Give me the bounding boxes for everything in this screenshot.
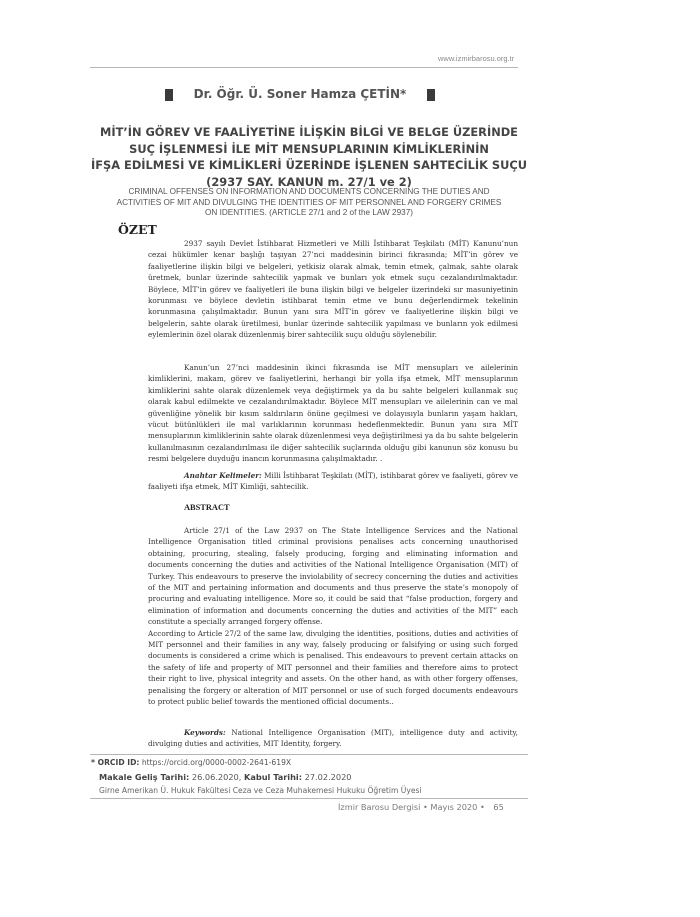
- header-rule: [90, 67, 518, 68]
- english-title-line-1: CRIMINAL OFFENSES ON INFORMATION AND DOCUMENTS CONCERNING THE DUTIES AND: [128, 187, 490, 196]
- author-name: Dr. Öğr. Ü. Soner Hamza ÇETİN*: [193, 87, 407, 101]
- footnote-rule: [90, 754, 528, 755]
- accepted-label: Kabul Tarihi:: [243, 772, 303, 782]
- orcid-line: [91, 758, 291, 767]
- site-url: www.izmirbarosu.org.tr: [438, 54, 515, 63]
- abstract-body: [148, 525, 518, 708]
- article-dates: [99, 772, 352, 782]
- turkish-title: [90, 124, 528, 190]
- turkish-title-line-2: SUÇ İŞLENMESİ İLE MİT MENSUPLARININ KİMLİKLERİNİN: [129, 141, 489, 156]
- turkish-keywords-text: Milli İstihbarat Teşkilatı (MİT), istihbarat görev ve faaliyeti, görev ve faaliyeti ifşa etmek, MİT Kimliği, sahtecilik.: [148, 471, 519, 492]
- accepted-date: 27.02.2020: [304, 772, 352, 782]
- orcid-label: * ORCID ID:: [91, 758, 140, 767]
- received-label: Makale Geliş Tarihi:: [99, 772, 190, 782]
- abstract-paragraph-2: According to Article 27/2 of the same law, divulging the identities, positions, duties and activities of MIT personnel and their families in any way, falsely producing or falsifying or using such forged documents is considered a crime which is penalised. This endeavours to prevent certain attacks on the safety of life and property of MIT personnel and their families and therefore aims to protect their right to live, physical integrity and assets. On the other hand, as with other forgery offenses, penalising the forgery or alteration of MIT personnel or use of such forged documents endeavours to protect public belief towards the mentioned official documents..: [148, 628, 518, 707]
- right-square-icon: [427, 89, 435, 101]
- ozet-paragraph-1: [148, 238, 518, 341]
- turkish-keywords-label: Anahtar Kelimeler:: [184, 471, 262, 480]
- page-number: 65: [493, 802, 504, 812]
- ozet-paragraph-1-text: 2937 sayılı Devlet İstihbarat Hizmetleri ve Milli İstihbarat Teşkilatı (MİT) Kanunu’nun cezai hükümler kenar başlığı taşıyan 27’nci maddesinin birinci fıkrasında; MİT’in görev ve faaliyetlerine ilişkin bilgi ve belgeleri, yetkisiz olarak almak, temin etmek, çalmak, sahte olarak üretmek, bunlar üzerinde sahtecilik yapmak ve bunları yok etmek suçu cezalandırılmaktadır. Böylece, MİT’in görev ve faaliyetleri ile buna ilişkin bilgi ve belgeler üzerindeki sır masuniyetinin korunması ve böylece devletin istihbarat temin etme ve bunu değerlendirmek tekelinin korunmasına çalışılmaktadır. Bunun yanı sıra MİT’in görev ve faaliyetlerine ilişkin bilgi ve belgelerin, sahte olarak üretilmesi, bunlar üzerinde sahtecilik yapılması ve bunların yok edilmesi eylemlerinin özel olarak düzenlenmiş birer sahtecilik suçu olduğu söylenebilir.: [148, 239, 518, 340]
- turkish-title-line-1: MİT’İN GÖREV VE FAALİYETİNE İLİŞKİN BİLGİ VE BELGE ÜZERİNDE: [100, 125, 518, 139]
- author-row: [165, 87, 435, 103]
- ozet-paragraph-2-text: Kanun’un 27’nci maddesinin ikinci fıkrasında ise MİT mensupları ve ailelerinin kimliklerini, makam, görev ve faaliyetlerini, herhangi bir yolla ifşa etmek, MİT mensuplarının kimliklerini sahte olarak düzenlemek veya değiştirmek ya da bu sahte belgeleri kullanmak suç olarak kabul edilmekte ve cezalandırılmaktadır. Böylece MİT mensupları ve ailelerinin can ve mal güvenliğine yönelik bir kısım saldırıların önüne geçilmesi ve dolayısıyla bunların yaşam hakları, vücut bütünlükleri ile mal varlıklarının korunması hedeflenmektedir. Bunun yanı sıra MİT mensuplarının kimliklerinin sahte olarak düzenlenmesi veya değiştirilmesi ya da bu sahte belgelerin kullanılmasının cezalandırılması ile diğer sahtecilik suçlarında olduğu gibi kanunun söz konusu bu resmi belgelere duyduğu inancın korunmasına çalışılmaktadır. .: [148, 363, 518, 464]
- ozet-heading: ÖZET: [118, 222, 157, 237]
- english-title-line-3: ON IDENTITIES. (ARTICLE 27/1 and 2 of the LAW 2937): [205, 208, 413, 218]
- english-keywords: [148, 727, 518, 750]
- turkish-title-line-4: (2937 SAY. KANUN m. 27/1 ve 2): [206, 174, 412, 189]
- orcid-link[interactable]: https://orcid.org/0000-0002-2641-619X: [141, 758, 292, 767]
- english-keywords-text: National Intelligence Organisation (MIT), intelligence duty and activity, divulging duties and activities, MIT Identity, forgery.: [148, 728, 518, 749]
- turkish-keywords: [148, 470, 518, 493]
- received-date: 26.06.2020,: [191, 772, 242, 782]
- journal-name: İzmir Barosu Dergisi • Mayıs 2020 •: [338, 802, 485, 812]
- footer-rule: [90, 798, 528, 799]
- english-title-line-2: ACTIVITIES OF MIT AND DIVULGING THE IDENTITIES OF MIT PERSONNEL AND FORGERY CRIMES: [116, 197, 502, 207]
- english-title: [90, 187, 528, 219]
- abstract-heading: ABSTRACT: [184, 503, 230, 512]
- turkish-title-line-3: İFŞA EDİLMESİ VE KİMLİKLERİ ÜZERİNDE İŞLENEN SAHTECİLİK SUÇU: [91, 158, 527, 172]
- page-footer: [338, 802, 504, 812]
- author-affiliation: Girne Amerikan Ü. Hukuk Fakültesi Ceza ve Ceza Muhakemesi Hukuku Öğretim Üyesi: [99, 786, 422, 795]
- ozet-paragraph-2: [148, 362, 518, 465]
- abstract-paragraph-1: Article 27/1 of the Law 2937 on The State Intelligence Services and the National Intelligence Organisation titled criminal provisions penalises acts concerning unauthorised obtaining, procuring, stealing, falsely producing, forging and eliminating information and documents concerning the duties and activities of the National Intelligence Organisation (MIT) of Turkey. This endeavours to preserve the inviolability of secrecy concerning the duties and activities of the MIT and pertaining information and documents and thus preserve the state’s monopoly of procuring and evaluating intelligence. More so, it could be said that “false production, forgery and elimination of information and documents concerning the duties and activities of the MIT” each constitute a specially arranged forgery offense.: [148, 526, 518, 627]
- english-keywords-label: Keywords:: [184, 728, 226, 737]
